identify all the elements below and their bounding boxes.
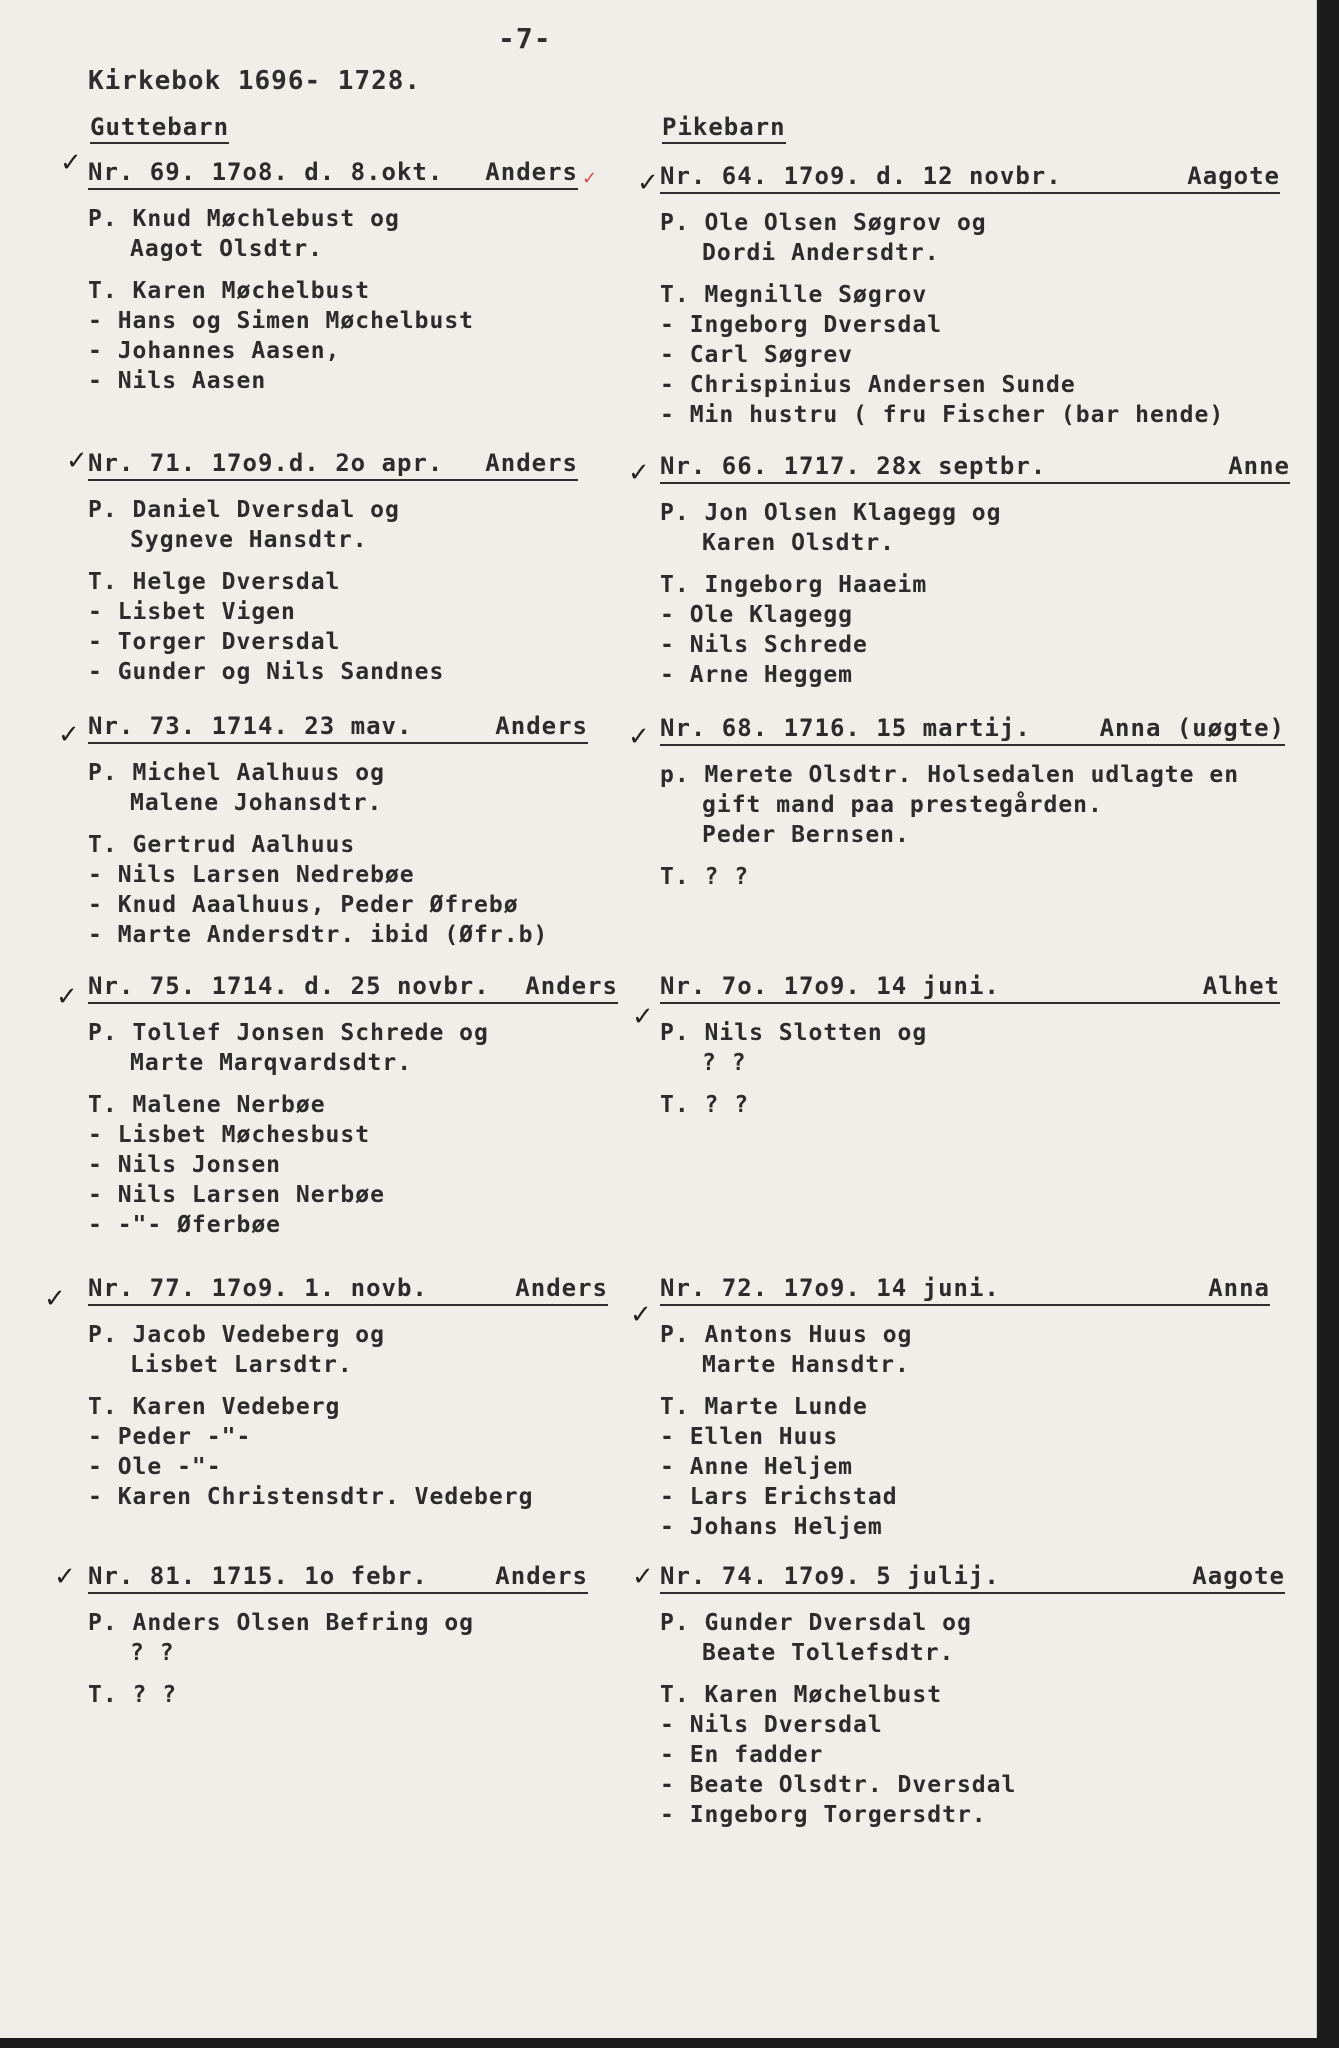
child-name: Anders (485, 158, 578, 186)
parents-block (660, 1018, 1280, 1078)
godparents-block (88, 276, 578, 396)
page-number: -7- (498, 22, 552, 55)
left-entry-1 (88, 156, 578, 396)
parents-line: p. Merete Olsdtr. Holsedalen udlagte en (660, 762, 1240, 788)
godparent-line: - Nils Schrede (660, 632, 868, 658)
godparent-line: - Nils Larsen Nerbøe (88, 1182, 385, 1208)
godparent-line: - Gunder og Nils Sandnes (88, 659, 445, 685)
parents-line: Marte Hansdtr. (702, 1352, 910, 1378)
child-name: Anders (485, 449, 578, 477)
parents-line: Beate Tollefsdtr. (702, 1640, 955, 1666)
parents-line: Malene Johansdtr. (130, 790, 383, 816)
right-entry-4 (660, 970, 1280, 1120)
parents-line: P. Gunder Dversdal og (660, 1610, 972, 1636)
entry-header (88, 1272, 608, 1306)
child-name: Anne (1228, 452, 1290, 480)
left-entry-3 (88, 710, 588, 950)
godparent-line: T. ? ? (88, 1682, 178, 1708)
godparent-line: - En fadder (660, 1742, 824, 1768)
godparent-line: - Nils Dversdal (660, 1712, 883, 1738)
entry-header (660, 970, 1280, 1004)
entry-number-date: Nr. 69. 17o8. d. 8.okt. (88, 158, 444, 186)
parents-line: P. Anders Olsen Befring og (88, 1610, 475, 1636)
check-mark-icon: ✓ (632, 1002, 654, 1032)
red-check-mark-icon: ✓ (582, 168, 598, 189)
entry-header (88, 156, 578, 190)
right-entry-3 (660, 712, 1285, 892)
godparent-line: - Ingeborg Dversdal (660, 312, 943, 338)
entry-number-date: Nr. 71. 17o9.d. 2o apr. (88, 449, 444, 477)
godparent-line: - Arne Heggem (660, 662, 854, 688)
godparent-line: T. Megnille Søgrov (660, 282, 928, 308)
godparent-line: T. Marte Lunde (660, 1394, 868, 1420)
page-title: Kirkebok 1696- 1728. (88, 66, 422, 96)
parents-block (88, 758, 588, 818)
parents-block (660, 208, 1280, 268)
child-name: Alhet (1202, 972, 1280, 1000)
parents-line: P. Ole Olsen Søgrov og (660, 210, 987, 236)
godparent-line: - Anne Heljem (660, 1454, 854, 1480)
parents-line: P. Knud Møchlebust og (88, 206, 400, 232)
parents-line: Dordi Andersdtr. (702, 240, 940, 266)
parents-line: ? ? (130, 1640, 175, 1666)
godparent-line: - Torger Dversdal (88, 629, 341, 655)
godparent-line: - Ingeborg Torgersdtr. (660, 1802, 987, 1828)
godparent-line: T. Ingeborg Haaeim (660, 572, 928, 598)
check-mark-icon: ✓ (58, 720, 80, 750)
entry-number-date: Nr. 81. 1715. 1o febr. (88, 1562, 428, 1590)
parents-block (660, 760, 1285, 850)
godparents-block (660, 1680, 1285, 1830)
parents-block (88, 1018, 618, 1078)
parents-line: P. Michel Aalhuus og (88, 760, 385, 786)
right-column-heading: Pikebarn (662, 112, 786, 144)
parents-line: P. Jon Olsen Klagegg og (660, 500, 1002, 526)
godparent-line: - Lars Erichstad (660, 1484, 898, 1510)
godparent-line: T. Malene Nerbøe (88, 1092, 326, 1118)
check-mark-icon: ✓ (630, 1300, 652, 1330)
parents-line: P. Jacob Vedeberg og (88, 1322, 385, 1348)
godparent-line: T. ? ? (660, 864, 750, 890)
entry-number-date: Nr. 74. 17o9. 5 julij. (660, 1562, 1000, 1590)
entry-number-date: Nr. 77. 17o9. 1. novb. (88, 1274, 428, 1302)
entry-number-date: Nr. 66. 1717. 28x septbr. (660, 452, 1047, 480)
parents-line: gift mand paa prestegården. (702, 792, 1103, 818)
godparents-block (660, 1392, 1270, 1542)
godparent-line: - Chrispinius Andersen Sunde (660, 372, 1076, 398)
right-entry-2 (660, 450, 1290, 690)
godparent-line: - Hans og Simen Møchelbust (88, 308, 475, 334)
godparent-line: - Lisbet Vigen (88, 599, 296, 625)
godparent-line: - Ellen Huus (660, 1424, 839, 1450)
right-entry-6 (660, 1560, 1285, 1830)
right-entry-5 (660, 1272, 1270, 1542)
check-mark-icon: ✓ (637, 168, 659, 198)
child-name: Anna (uøgte) (1099, 714, 1285, 742)
godparent-line: - Ole Klagegg (660, 602, 854, 628)
parents-block (660, 1608, 1285, 1668)
left-entry-2 (88, 447, 578, 687)
parents-line: P. Daniel Dversdal og (88, 497, 400, 523)
godparents-block (660, 570, 1290, 690)
parents-line: Sygneve Hansdtr. (130, 527, 368, 553)
check-mark-icon: ✓ (628, 458, 650, 488)
entry-header (88, 710, 588, 744)
godparent-line: - Karen Christensdtr. Vedeberg (88, 1484, 534, 1510)
check-mark-icon: ✓ (628, 722, 650, 752)
godparent-line: - Ole -"- (88, 1454, 222, 1480)
entry-number-date: Nr. 7o. 17o9. 14 juni. (660, 972, 1000, 1000)
parents-block (88, 204, 578, 264)
godparents-block (660, 862, 1285, 892)
entry-number-date: Nr. 64. 17o9. d. 12 novbr. (660, 162, 1062, 190)
parents-block (88, 1608, 588, 1668)
check-mark-icon: ✓ (56, 982, 78, 1012)
godparent-line: T. Karen Vedeberg (88, 1394, 341, 1420)
parents-line: Peder Bernsen. (702, 822, 910, 848)
entry-number-date: Nr. 75. 1714. d. 25 novbr. (88, 972, 490, 1000)
left-column-heading: Guttebarn (90, 112, 229, 144)
godparent-line: T. ? ? (660, 1092, 750, 1118)
godparent-line: T. Karen Møchelbust (88, 278, 371, 304)
godparent-line: - Min hustru ( fru Fischer (bar hende) (660, 402, 1225, 428)
parents-line: Aagot Olsdtr. (130, 236, 324, 262)
godparent-line: - Peder -"- (88, 1424, 252, 1450)
entry-header (88, 970, 618, 1004)
godparent-line: - Lisbet Møchesbust (88, 1122, 371, 1148)
godparent-line: - Beate Olsdtr. Dversdal (660, 1772, 1017, 1798)
check-mark-icon: ✓ (44, 1284, 66, 1314)
child-name: Anders (495, 712, 588, 740)
left-entry-6 (88, 1560, 588, 1710)
godparents-block (88, 1090, 618, 1240)
parents-line: Karen Olsdtr. (702, 530, 896, 556)
entry-number-date: Nr. 68. 1716. 15 martij. (660, 714, 1031, 742)
parents-line: P. Nils Slotten og (660, 1020, 928, 1046)
parents-block (660, 498, 1290, 558)
godparents-block (88, 567, 578, 687)
godparents-block (660, 1090, 1280, 1120)
child-name: Anna (1208, 1274, 1270, 1302)
entry-number-date: Nr. 73. 1714. 23 mav. (88, 712, 413, 740)
parents-block (660, 1320, 1270, 1380)
godparent-line: - Marte Andersdtr. ibid (Øfr.b) (88, 922, 549, 948)
entry-header (660, 1560, 1285, 1594)
godparents-block (660, 280, 1280, 430)
parents-line: P. Tollef Jonsen Schrede og (88, 1020, 489, 1046)
entry-header (660, 712, 1285, 746)
parents-line: Marte Marqvardsdtr. (130, 1050, 413, 1076)
entry-header (660, 1272, 1270, 1306)
child-name: Aagote (1187, 162, 1280, 190)
godparent-line: T. Gertrud Aalhuus (88, 832, 356, 858)
parents-line: Lisbet Larsdtr. (130, 1352, 353, 1378)
godparents-block (88, 830, 588, 950)
godparents-block (88, 1680, 588, 1710)
godparents-block (88, 1392, 608, 1512)
child-name: Anders (515, 1274, 608, 1302)
godparent-line: T. Helge Dversdal (88, 569, 341, 595)
godparent-line: T. Karen Møchelbust (660, 1682, 943, 1708)
godparent-line: - -"- Øferbøe (88, 1212, 282, 1238)
godparent-line: - Nils Larsen Nedrebøe (88, 862, 415, 888)
godparent-line: - Johans Heljem (660, 1514, 883, 1540)
godparent-line: - Nils Jonsen (88, 1152, 282, 1178)
child-name: Aagote (1192, 1562, 1285, 1590)
godparent-line: - Knud Aaalhuus, Peder Øfrebø (88, 892, 519, 918)
left-entry-5 (88, 1272, 608, 1512)
godparent-line: - Carl Søgrev (660, 342, 854, 368)
entry-header (88, 1560, 588, 1594)
check-mark-icon: ✓ (54, 1562, 76, 1592)
parents-line: P. Antons Huus og (660, 1322, 913, 1348)
left-entry-4 (88, 970, 618, 1240)
parents-block (88, 495, 578, 555)
godparent-line: - Nils Aasen (88, 368, 267, 394)
check-mark-icon: ✓ (632, 1562, 654, 1592)
entry-number-date: Nr. 72. 17o9. 14 juni. (660, 1274, 1000, 1302)
child-name: Anders (525, 972, 618, 1000)
godparent-line: - Johannes Aasen, (88, 338, 341, 364)
parents-line: ? ? (702, 1050, 747, 1076)
right-entry-1 (660, 160, 1280, 430)
child-name: Anders (495, 1562, 588, 1590)
entry-header (88, 447, 578, 481)
entry-header (660, 160, 1280, 194)
check-mark-icon: ✓ (66, 446, 88, 476)
check-mark-icon: ✓ (60, 148, 82, 178)
entry-header (660, 450, 1290, 484)
parents-block (88, 1320, 608, 1380)
